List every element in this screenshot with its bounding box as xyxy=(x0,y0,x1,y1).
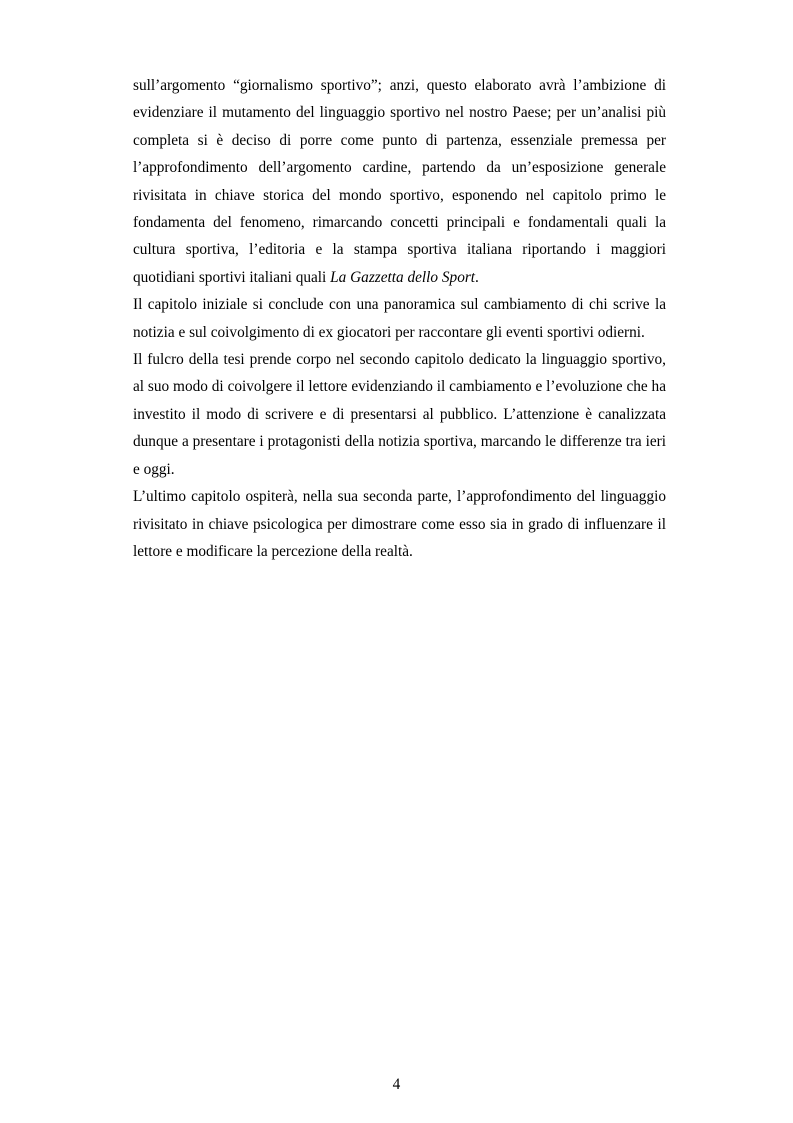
body-text xyxy=(133,72,666,565)
page-number: 4 xyxy=(392,1076,401,1093)
paragraph-2: Il capitolo iniziale si conclude con una panoramica sul cambiamento di chi scrive la notizia e sul coivolgimento di ex giocatori per raccontare gli eventi sportivi odierni. xyxy=(133,296,666,341)
paragraph-1-text: sull’argomento “giornalismo sportivo”; anzi, questo elaborato avrà l’ambizione di evidenziare il mutamento del linguaggio sportivo nel nostro Paese; per un’analisi più completa si è deciso di porre come punto di partenza, essenziale premessa per l’approfondimento dell’argomento cardine, partendo da un’esposizione generale rivisitata in chiave storica del mondo sportivo, esponendo nel capitolo primo le fondamenta del fenomeno, rimarcando concetti principali e fondamentali quali la cultura sportiva, l’editoria e la stampa sportiva italiana riportando i maggiori quotidiani sportivi italiani quali xyxy=(133,77,666,286)
paragraph-4: L’ultimo capitolo ospiterà, nella sua seconda parte, l’approfondimento del linguaggio rivisitato in chiave psicologica per dimostrare come esso sia in grado di influenzare il lettore e modificare la percezione della realtà. xyxy=(133,488,666,560)
newspaper-title: La Gazzetta dello Sport xyxy=(330,268,476,286)
paragraph-1 xyxy=(133,72,666,291)
paragraph-1-end: . xyxy=(475,268,479,286)
paragraph-3: Il fulcro della tesi prende corpo nel secondo capitolo dedicato la linguaggio sportivo, al suo modo di coivolgere il lettore evidenziando il cambiamento e l’evoluzione che ha investito il modo di scrivere e di presentarsi al pubblico. L’attenzione è canalizzata dunque a presentare i protagonisti della notizia sportiva, marcando le differenze tra ieri e oggi. xyxy=(133,351,666,478)
